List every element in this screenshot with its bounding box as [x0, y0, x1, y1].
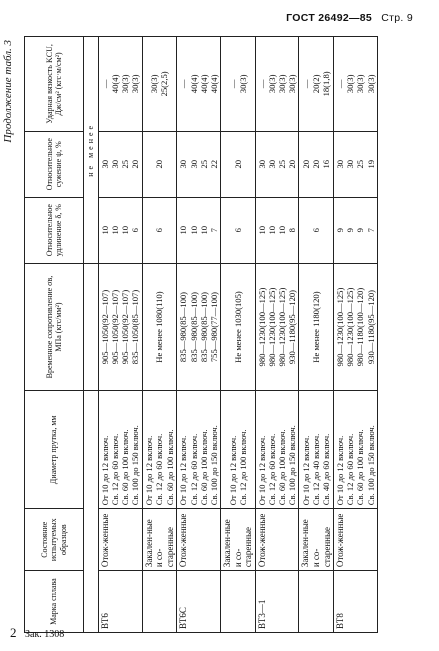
- elongation-line: 10: [198, 225, 209, 235]
- reduction-of-area-line: 30: [188, 159, 199, 169]
- bar-diameter-line: Св. 12 до 40 включ.: [311, 433, 322, 506]
- tensile-strength-line: 980—1180(100—120): [355, 287, 366, 367]
- tensile-strength-line: 835—980(85—100): [198, 291, 209, 363]
- elongation: [220, 197, 255, 263]
- elongation-line: 10: [277, 225, 288, 235]
- tensile-strength-line: Не менее 1180(120): [311, 291, 322, 363]
- impact-strength-line: —: [256, 79, 267, 89]
- elongation: [142, 197, 177, 263]
- impact-strength: [177, 37, 221, 132]
- tensile-strength: [177, 263, 221, 391]
- elongation-line: 6: [311, 228, 322, 233]
- sample-state: Отож-женные: [334, 509, 378, 571]
- tensile-strength: [299, 263, 334, 391]
- elongation-line: 6: [232, 228, 243, 233]
- reduction-of-area-line: 25: [277, 159, 288, 169]
- tensile-strength: [334, 263, 378, 391]
- column-header: Марка сплава: [25, 571, 84, 633]
- reduction-of-area-line: 30: [178, 159, 189, 169]
- impact-strength: [299, 37, 334, 132]
- reduction-of-area-line: 25: [198, 159, 209, 169]
- bar-diameter: [177, 391, 221, 509]
- bar-diameter-line: Св. 12 до 60 включ.: [345, 433, 356, 506]
- reduction-of-area-line: 30: [110, 159, 121, 169]
- elongation-line: 6: [154, 228, 165, 233]
- subheader-spacer: [84, 391, 99, 633]
- bar-diameter-line: Св. 100 до 150 включ.: [208, 425, 219, 506]
- impact-strength-line: 30(3): [237, 74, 248, 94]
- bar-diameter: [255, 391, 299, 509]
- reduction-of-area-line: 30: [100, 159, 110, 169]
- bar-diameter-line: Св. 60 до 100 включ.: [120, 429, 131, 506]
- bar-diameter-line: Св. 12 до 60 включ.: [266, 433, 277, 506]
- table-row: [99, 37, 143, 633]
- impact-strength-line: 30(3): [345, 74, 356, 94]
- bar-diameter-line: От 10 до 12 включ.: [335, 435, 346, 506]
- bar-diameter: [142, 391, 177, 509]
- elongation-line: 10: [188, 225, 199, 235]
- reduction-of-area-line: 19: [365, 159, 376, 169]
- elongation: [334, 197, 378, 263]
- tensile-strength-line: 905—1050(92—107): [120, 289, 131, 365]
- impact-strength: [99, 37, 143, 132]
- alloy-grade: [220, 571, 255, 633]
- bar-diameter-line: Св. 12 до 100 включ.: [237, 429, 248, 506]
- reduction-of-area: [177, 131, 221, 197]
- reduction-of-area-line: 20: [130, 159, 141, 169]
- impact-strength-line: 25(2,5): [159, 71, 170, 97]
- alloy-grade: ВТ3—1: [255, 571, 299, 633]
- sample-state: Закален-ные и со-старенные: [142, 509, 177, 571]
- bar-diameter-line: Св. 100 до 150 включ.: [365, 425, 376, 506]
- impact-strength-line: —: [301, 79, 312, 89]
- bar-diameter: [220, 391, 255, 509]
- impact-strength-line: —: [100, 79, 110, 89]
- sample-state: Отож-женные: [99, 509, 143, 571]
- impact-strength-line: 30(3): [120, 74, 131, 94]
- tensile-strength-line: 905—1050(92—107): [100, 289, 110, 365]
- subheader-spacer: [84, 263, 99, 391]
- elongation-line: 7: [365, 228, 376, 233]
- tensile-strength: [255, 263, 299, 391]
- tensile-strength-line: 835—1050(85—107): [130, 289, 141, 365]
- tensile-strength-line: 835—980(85—100): [178, 291, 189, 363]
- impact-strength-line: 40(4): [208, 74, 219, 94]
- bar-diameter-line: Св. 12 до 60 включ.: [154, 433, 165, 506]
- bar-diameter-line: Св. 100 до 150 включ.: [130, 425, 141, 506]
- table-row: [255, 37, 299, 633]
- reduction-of-area: [142, 131, 177, 197]
- table-row: [299, 37, 334, 633]
- bar-diameter-line: От 10 до 12 включ.: [227, 435, 238, 506]
- impact-strength-line: —: [335, 79, 346, 89]
- elongation-line: 9: [335, 228, 346, 233]
- elongation: [255, 197, 299, 263]
- table-body: [99, 37, 378, 633]
- bar-diameter-line: От 10 до 12 включ.: [144, 435, 155, 506]
- elongation: [177, 197, 221, 263]
- bar-diameter-line: От 10 до 12 включ.: [256, 435, 267, 506]
- bar-diameter-line: От 10 до 12 включ.: [178, 435, 189, 506]
- impact-strength-line: —: [178, 79, 189, 89]
- table-row: [334, 37, 378, 633]
- reduction-of-area: [255, 131, 299, 197]
- bar-diameter-line: От 10 до 12 включ.: [301, 435, 312, 506]
- reduction-of-area-line: 25: [355, 159, 366, 169]
- reduction-of-area-line: 30: [256, 159, 267, 169]
- standard-code: ГОСТ 26492—85: [286, 12, 373, 24]
- tensile-strength-line: 980—1230(100—125): [345, 287, 356, 367]
- impact-strength: [334, 37, 378, 132]
- table-header-row: [25, 37, 84, 633]
- impact-strength-line: 20(2): [311, 74, 322, 94]
- reduction-of-area: [99, 131, 143, 197]
- impact-strength-line: 40(4): [110, 74, 121, 94]
- bar-diameter-line: Св. 60 до 100 включ.: [198, 429, 209, 506]
- tensile-strength: [220, 263, 255, 391]
- tensile-strength-line: 930—1180(95—120): [287, 289, 298, 365]
- bar-diameter-line: Св. 12 до 60 включ.: [188, 433, 199, 506]
- elongation-line: 9: [355, 228, 366, 233]
- impact-strength: [220, 37, 255, 132]
- reduction-of-area-line: 20: [154, 159, 165, 169]
- reduction-of-area-line: 30: [335, 159, 346, 169]
- elongation: [299, 197, 334, 263]
- elongation-line: 10: [178, 225, 189, 235]
- order-number: Зак. 1308: [25, 629, 65, 640]
- elongation-line: 10: [110, 225, 121, 235]
- subheader-row: [84, 37, 99, 633]
- impact-strength: [255, 37, 299, 132]
- table-row: [142, 37, 177, 633]
- tensile-strength-line: 980—1230(100—125): [256, 287, 267, 367]
- impact-strength-line: 30(3): [287, 74, 298, 94]
- reduction-of-area-line: 20: [287, 159, 298, 169]
- impact-strength-line: 30(3): [130, 74, 141, 94]
- elongation-line: 10: [120, 225, 131, 235]
- tensile-strength-line: 980—1230(100—125): [266, 287, 277, 367]
- sample-state: Закален-ные и со-старенные: [220, 509, 255, 571]
- reduction-of-area-line: 30: [266, 159, 277, 169]
- bar-diameter-line: Св. 60 до 100 включ.: [164, 429, 175, 506]
- page-header: [280, 12, 413, 24]
- properties-table: [24, 36, 378, 633]
- alloy-grade: [142, 571, 177, 633]
- reduction-of-area-line: 16: [321, 159, 332, 169]
- page-number: 2: [10, 625, 17, 640]
- reduction-of-area-line: 20: [301, 159, 312, 169]
- alloy-grade: ВТ6С: [177, 571, 221, 633]
- table-row: [177, 37, 221, 633]
- sample-state: Отож-женные: [255, 509, 299, 571]
- tensile-strength-line: 835—980(85—100): [188, 291, 199, 363]
- elongation: [99, 197, 143, 263]
- bar-diameter: [299, 391, 334, 509]
- column-header: Состояние испытуемых образцов: [25, 509, 84, 571]
- bar-diameter-line: От 10 до 12 включ.: [100, 435, 110, 506]
- column-header: Диаметр прутка, мм: [25, 391, 84, 509]
- impact-strength-line: 18(1,8): [321, 71, 332, 97]
- impact-strength-line: —: [227, 79, 238, 89]
- reduction-of-area-line: 22: [208, 159, 219, 169]
- sample-state: Закален-ные и со-старенные: [299, 509, 334, 571]
- bar-diameter-line: Св. 100 до 150 включ.: [287, 425, 298, 506]
- tensile-strength-line: 905—1050(92—107): [110, 289, 121, 365]
- impact-strength-line: 30(3): [149, 74, 160, 94]
- table-area: [2, 36, 416, 633]
- tensile-strength-line: 930—1180(95—120): [365, 289, 376, 365]
- elongation-line: 10: [256, 225, 267, 235]
- alloy-grade: ВТ6: [99, 571, 143, 633]
- reduction-of-area-line: 25: [120, 159, 131, 169]
- column-header: Ударная вязкость KCU, Дж/см² (кгс·м/см²): [25, 37, 84, 132]
- rotated-table-block: [2, 36, 416, 633]
- elongation-line: 10: [100, 225, 110, 235]
- column-header: Временное сопротивление σв, МПа (кгс/мм²): [25, 263, 84, 391]
- tensile-strength-line: Не менее 1080(110): [154, 291, 165, 363]
- impact-strength-line: 30(3): [365, 74, 376, 94]
- tensile-strength-line: 755—980(77—100): [208, 291, 219, 363]
- reduction-of-area: [299, 131, 334, 197]
- tensile-strength-line: Не менее 1030(105): [232, 291, 243, 363]
- reduction-of-area-line: 30: [345, 159, 356, 169]
- impact-strength: [142, 37, 177, 132]
- tensile-strength: [142, 263, 177, 391]
- impact-strength-line: 30(3): [277, 74, 288, 94]
- elongation-line: 8: [287, 228, 298, 233]
- tensile-strength-line: 980—1230(100—125): [335, 287, 346, 367]
- sample-state: Отож-женные: [177, 509, 221, 571]
- bar-diameter-line: Св. 12 до 60 включ.: [110, 433, 121, 506]
- bar-diameter: [99, 391, 143, 509]
- bar-diameter-line: Св. 60 до 100 включ.: [355, 429, 366, 506]
- page-footer: [10, 625, 64, 641]
- alloy-grade: [299, 571, 334, 633]
- reduction-of-area-line: 20: [232, 159, 243, 169]
- reduction-of-area-line: 20: [311, 159, 322, 169]
- impact-strength-line: 30(3): [266, 74, 277, 94]
- tensile-strength-line: 980—1230(100—125): [277, 287, 288, 367]
- impact-strength-line: 40(4): [188, 74, 199, 94]
- impact-strength-line: 40(4): [198, 74, 209, 94]
- subheader-label: не менее: [84, 37, 99, 264]
- reduction-of-area: [220, 131, 255, 197]
- bar-diameter-line: Св. 40 до 60 включ.: [321, 433, 332, 506]
- column-header: Относительное сужение ψ, %: [25, 131, 84, 197]
- alloy-grade: ВТ8: [334, 571, 378, 633]
- impact-strength-line: 30(3): [355, 74, 366, 94]
- continuation-caption: Продолжение табл. 3: [2, 40, 14, 143]
- table-row: [220, 37, 255, 633]
- bar-diameter: [334, 391, 378, 509]
- bar-diameter-line: Св. 60 до 100 включ.: [277, 429, 288, 506]
- elongation-line: 6: [130, 228, 141, 233]
- elongation-line: 7: [208, 228, 219, 233]
- page-label: Стр. 9: [381, 12, 413, 24]
- elongation-line: 9: [345, 228, 356, 233]
- column-header: Относительное удлинение δ, %: [25, 197, 84, 263]
- elongation-line: 10: [266, 225, 277, 235]
- tensile-strength: [99, 263, 143, 391]
- reduction-of-area: [334, 131, 378, 197]
